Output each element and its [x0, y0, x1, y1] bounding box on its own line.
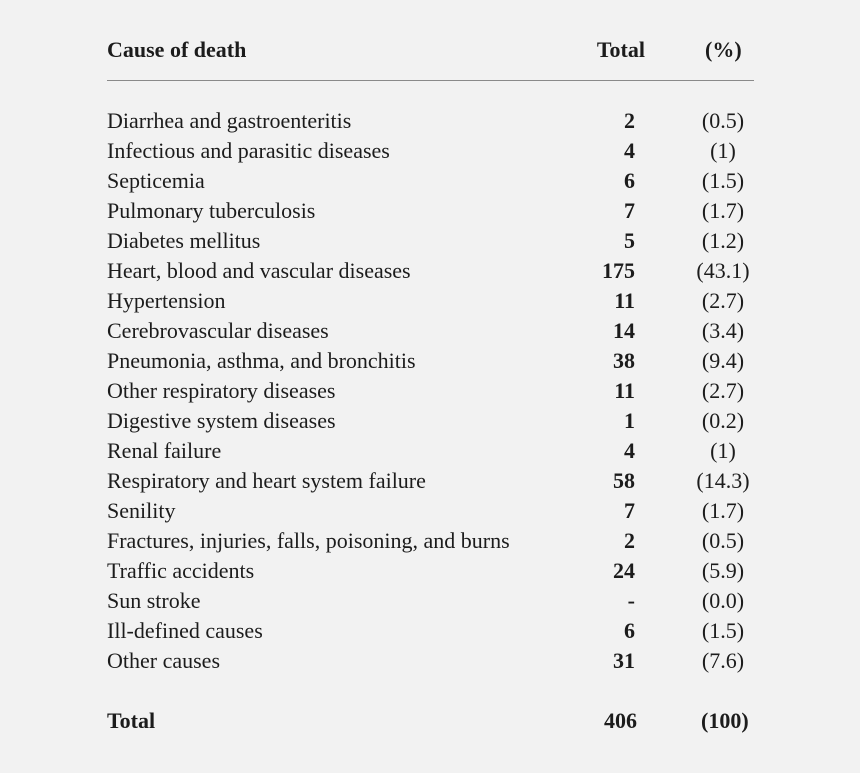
table-row	[107, 136, 757, 166]
table-row	[107, 316, 757, 346]
row-pct: (7.6)	[701, 648, 745, 673]
table-row	[107, 376, 757, 406]
row-total: 58	[613, 468, 635, 493]
row-pct: (14.3)	[696, 468, 750, 493]
row-cause: Sun stroke	[107, 588, 201, 613]
row-pct: (0.5)	[701, 528, 745, 553]
row-cause: Ill-defined causes	[107, 618, 263, 643]
row-pct: (1)	[710, 438, 736, 463]
row-pct: (0.5)	[701, 108, 745, 133]
row-cause: Diabetes mellitus	[107, 228, 261, 253]
table-header-row	[107, 35, 757, 65]
table-row	[107, 526, 757, 556]
row-total: 38	[613, 348, 635, 373]
table-row	[107, 466, 757, 496]
row-total: 175	[602, 258, 635, 283]
row-pct: (43.1)	[696, 258, 750, 283]
row-total: 24	[613, 558, 635, 583]
row-cause: Pneumonia, asthma, and bronchitis	[107, 348, 416, 373]
row-pct: (1)	[710, 138, 736, 163]
table-row	[107, 496, 757, 526]
row-total: 31	[613, 648, 635, 673]
table-row	[107, 166, 757, 196]
row-cause: Senility	[107, 498, 176, 523]
table-row	[107, 646, 757, 676]
table-row	[107, 436, 757, 466]
row-pct: (1.7)	[701, 198, 745, 223]
row-total: 6	[624, 168, 635, 193]
header-divider	[107, 80, 754, 81]
row-pct: (3.4)	[701, 318, 745, 343]
table-row	[107, 616, 757, 646]
row-pct: (1.7)	[701, 498, 745, 523]
table-row	[107, 346, 757, 376]
table-row	[107, 196, 757, 226]
table-row	[107, 226, 757, 256]
table-footer-row	[107, 706, 757, 736]
row-total: 7	[624, 498, 635, 523]
row-total: 2	[624, 528, 635, 553]
row-total: 4	[624, 138, 635, 163]
row-cause: Hypertension	[107, 288, 226, 313]
row-cause: Heart, blood and vascular diseases	[107, 258, 411, 283]
row-pct: (2.7)	[701, 378, 745, 403]
header-cause: Cause of death	[107, 37, 247, 62]
row-total: -	[627, 588, 635, 613]
row-total: 14	[613, 318, 635, 343]
row-total: 1	[624, 408, 635, 433]
row-cause: Diarrhea and gastroenteritis	[107, 108, 352, 133]
row-cause: Other respiratory diseases	[107, 378, 336, 403]
row-pct: (1.5)	[701, 168, 745, 193]
footer-cause: Total	[107, 708, 156, 733]
footer-pct: (100)	[701, 708, 749, 733]
header-pct: (%)	[705, 37, 742, 62]
row-total: 11	[614, 378, 635, 403]
row-total: 4	[624, 438, 635, 463]
header-total: Total	[596, 37, 645, 62]
row-pct: (1.2)	[701, 228, 745, 253]
row-pct: (0.2)	[701, 408, 745, 433]
row-cause: Respiratory and heart system failure	[107, 468, 426, 493]
table-row	[107, 586, 757, 616]
row-total: 7	[624, 198, 635, 223]
row-pct: (0.0)	[701, 588, 745, 613]
footer-total: 406	[604, 708, 637, 733]
table-row	[107, 286, 757, 316]
row-cause: Cerebrovascular diseases	[107, 318, 329, 343]
row-pct: (5.9)	[701, 558, 745, 583]
row-total: 6	[624, 618, 635, 643]
row-cause: Fractures, injuries, falls, poisoning, and burns	[107, 528, 510, 553]
table-row	[107, 406, 757, 436]
row-pct: (2.7)	[701, 288, 745, 313]
row-cause: Digestive system diseases	[107, 408, 336, 433]
row-pct: (9.4)	[701, 348, 745, 373]
row-cause: Other causes	[107, 648, 221, 673]
row-cause: Infectious and parasitic diseases	[107, 138, 390, 163]
row-total: 2	[624, 108, 635, 133]
row-cause: Septicemia	[107, 168, 205, 193]
row-cause: Renal failure	[107, 438, 222, 463]
row-total: 5	[624, 228, 635, 253]
row-total: 11	[614, 288, 635, 313]
table-row	[107, 256, 757, 286]
table-row	[107, 106, 757, 136]
table-row	[107, 556, 757, 586]
row-pct: (1.5)	[701, 618, 745, 643]
row-cause: Pulmonary tuberculosis	[107, 198, 316, 223]
row-cause: Traffic accidents	[107, 558, 255, 583]
